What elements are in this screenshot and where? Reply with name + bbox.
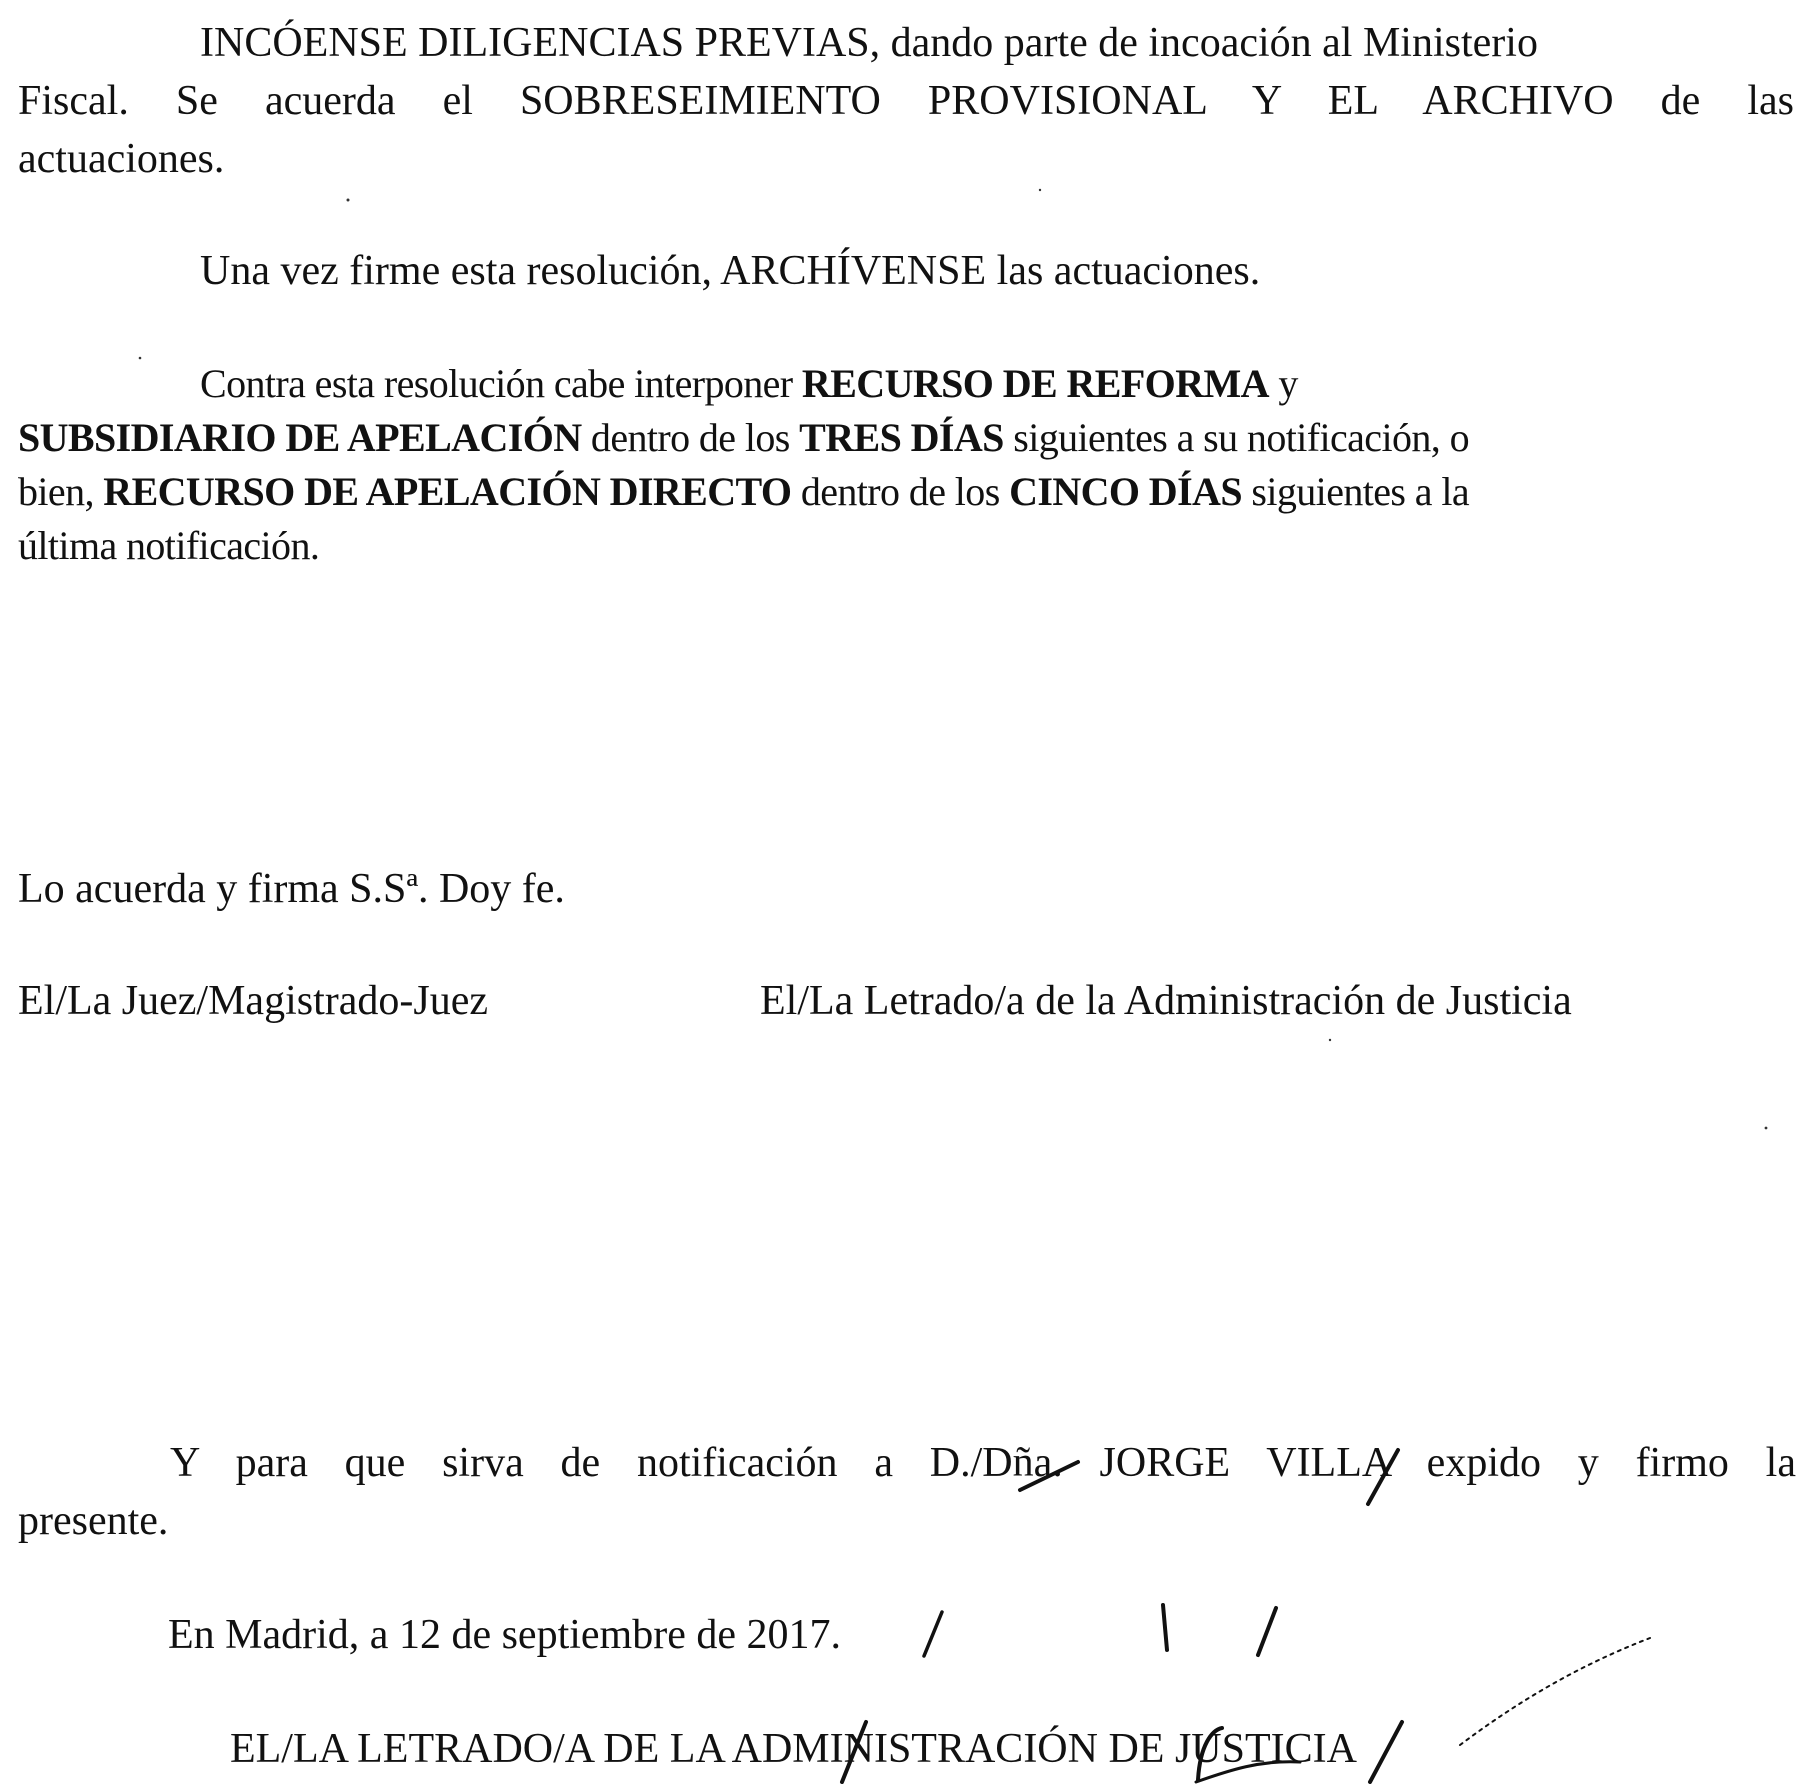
handwritten-stroke <box>1258 1608 1276 1655</box>
scan-speck <box>1039 189 1041 191</box>
appeal-text: siguientes a la <box>1242 469 1470 514</box>
appeal-text: y <box>1268 361 1298 406</box>
paragraph-3-line-2 <box>18 415 1469 460</box>
scan-speck <box>347 199 350 202</box>
paragraph-2: Una vez firme esta resolución, ARCHÍVENSE las actuaciones. <box>200 248 1261 294</box>
scan-speck <box>139 357 142 360</box>
signatory-clerk: El/La Letrado/a de la Administración de Justicia <box>760 978 1572 1024</box>
paragraph-3-line-3 <box>18 469 1470 514</box>
paragraph-3-line-1 <box>200 361 1298 406</box>
paragraph-3-line-4: última notificación. <box>18 523 320 568</box>
appeal-text: dentro de los <box>791 469 1010 514</box>
handwritten-stroke <box>1163 1605 1167 1650</box>
notification-line-1: Y para que sirva de notificación a D./Dña. JORGE VILLA expido y firmo la <box>170 1440 1796 1486</box>
notification-line-2: presente. <box>18 1498 169 1544</box>
appeal-bold-subsidiario: SUBSIDIARIO DE APELACIÓN <box>18 415 582 460</box>
appeal-bold-reforma: RECURSO DE REFORMA <box>801 361 1269 406</box>
appeal-text: siguientes a su notificación, o <box>1003 415 1469 460</box>
date-line: En Madrid, a 12 de septiembre de 2017. <box>168 1612 841 1658</box>
appeal-bold-tres-dias: TRES DÍAS <box>799 415 1004 460</box>
appeal-bold-directo: RECURSO DE APELACIÓN DIRECTO <box>103 469 792 514</box>
appeal-bold-cinco-dias: CINCO DÍAS <box>1009 469 1242 514</box>
handwritten-stroke <box>1370 1722 1402 1782</box>
handwritten-stroke <box>924 1612 942 1656</box>
closing-statement: Lo acuerda y firma S.Sª. Doy fe. <box>18 866 565 912</box>
appeal-text: bien, <box>18 469 104 514</box>
appeal-text: dentro de los <box>581 415 800 460</box>
scan-speck <box>1765 1127 1768 1130</box>
paragraph-1-line-1: INCÓENSE DILIGENCIAS PREVIAS, dando parte de incoación al Ministerio <box>200 20 1538 66</box>
appeal-text: Contra esta resolución cabe interponer <box>200 361 802 406</box>
paragraph-1-line-3: actuaciones. <box>18 136 225 182</box>
signatory-judge: El/La Juez/Magistrado-Juez <box>18 978 488 1024</box>
signature-sweep <box>1460 1638 1650 1745</box>
paragraph-1-line-2: Fiscal. Se acuerda el SOBRESEIMIENTO PROVISIONAL Y EL ARCHIVO de las <box>18 78 1794 124</box>
footer-title: EL/LA LETRADO/A DE LA ADMINISTRACIÓN DE JUSTICIA <box>230 1726 1357 1772</box>
scan-speck <box>1329 1039 1331 1041</box>
